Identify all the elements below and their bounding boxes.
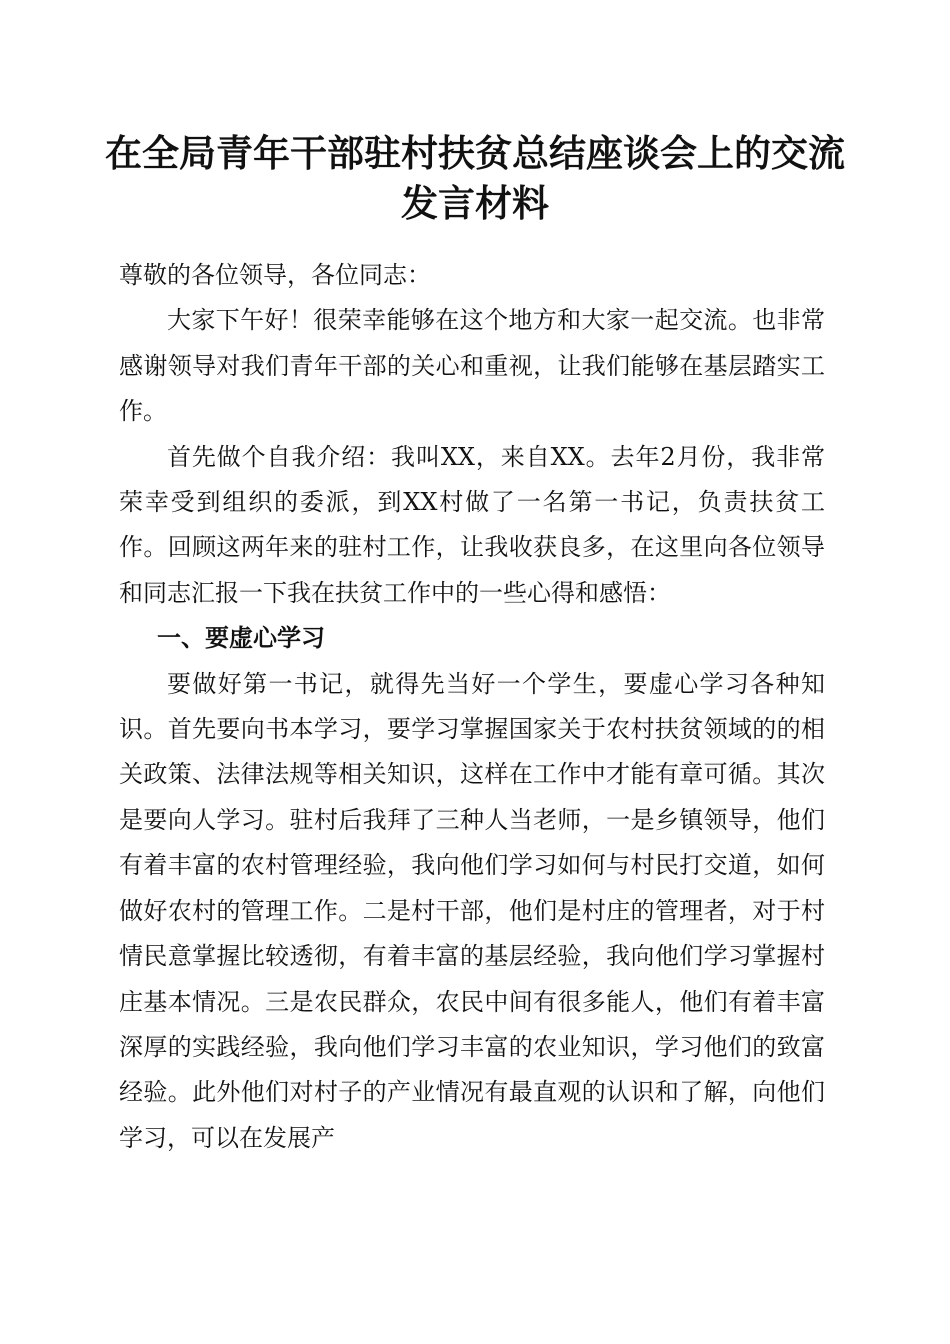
paragraph-introduction: 首先做个自我介绍：我叫XX，来自XX。去年2月份，我非常荣幸受到组织的委派，到XX村做了一名第一书记，负责扶贫工作。回顾这两年来的驻村工作，让我收获良多，在这里向各位领导和同志汇报一下我在扶贫工作中的一些心得和感悟：: [119, 442, 825, 607]
salutation: 尊敬的各位领导，各位同志：: [119, 261, 431, 289]
paragraph-section-1: 要做好第一书记，就得先当好一个学生，要虚心学习各种知识。首先要向书本学习，要学习掌握国家关于农村扶贫领域的的相关政策、法律法规等相关知识，这样在工作中才能有章可循。其次是要向人学习。驻村后我拜了三种人当老师，一是乡镇领导，他们有着丰富的农村管理经验，我向他们学习如何与村民打交道，如何做好农村的管理工作。二是村干部，他们是村庄的管理者，对于村情民意掌握比较透彻，有着丰富的基层经验，我向他们学习掌握村庄基本情况。三是农民群众，农民中间有很多能人，他们有着丰富深厚的实践经验，我向他们学习丰富的农业知识，学习他们的致富经验。此外他们对村子的产业情况有最直观的认识和了解，向他们学习，可以在发展产: [119, 669, 825, 1152]
title-line-2: 发言材料: [401, 181, 549, 225]
document-body: [119, 253, 825, 1161]
document-title: [100, 128, 850, 228]
paragraph-greeting: 大家下午好！很荣幸能够在这个地方和大家一起交流。也非常感谢领导对我们青年干部的关心和重视，让我们能够在基层踏实工作。: [119, 306, 825, 426]
title-line-1: 在全局青年干部驻村扶贫总结座谈会上的交流: [105, 131, 845, 175]
section-heading-1: 一、要虚心学习: [157, 624, 325, 653]
